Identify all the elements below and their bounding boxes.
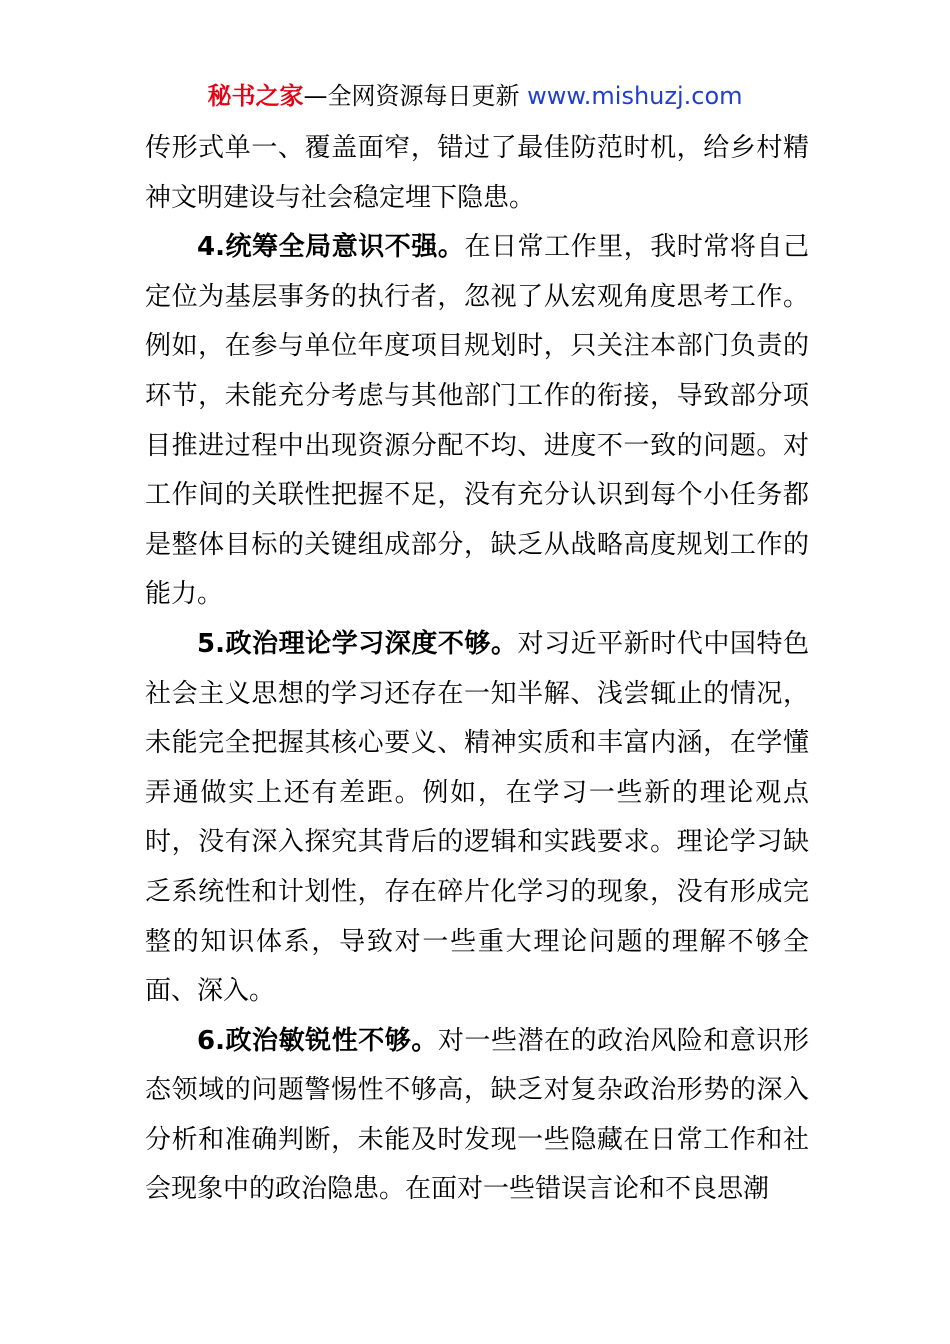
paragraph-text: 对习近平新时代中国特色社会主义思想的学习还存在一知半解、浅尝辄止的情况，未能完全把握其核心要义、精神实质和丰富内涵，在学懂弄通做实上还有差距。例如，在学习一些新的理论观点时，没有深入探究其背后的逻辑和实践要求。理论学习缺乏系统性和计划性，存在碎片化学习的现象，没有形成完整的知识体系，导致对一些重大理论问题的理解不够全面、深入。 <box>145 628 809 1007</box>
site-header <box>0 80 950 112</box>
paragraph-item-5 <box>145 620 809 1017</box>
site-url-link[interactable]: www.mishuzj.com <box>527 82 743 110</box>
paragraph-text: 对一些潜在的政治风险和意识形态领域的问题警惕性不够高，缺乏对复杂政治形势的深入分析和准确判断，未能及时发现一些隐藏在日常工作和社会现象中的政治隐患。在面对一些错误言论和不良思潮 <box>145 1025 809 1205</box>
paragraph-item-6 <box>145 1017 809 1215</box>
site-brand: 秘书之家 <box>207 82 304 110</box>
paragraph-heading: 6.政治敏锐性不够。 <box>197 1025 438 1056</box>
paragraph-heading: 4.统筹全局意识不强。 <box>197 232 465 263</box>
document-body <box>145 124 809 1215</box>
paragraph-item-4 <box>145 223 809 620</box>
paragraph-heading: 5.政治理论学习深度不够。 <box>197 628 518 659</box>
paragraph-text: 在日常工作里，我时常将自己定位为基层事务的执行者，忽视了从宏观角度思考工作。例如，在参与单位年度项目规划时，只关注本部门负责的环节，未能充分考虑与其他部门工作的衔接，导致部分项目推进过程中出现资源分配不均、进度不一致的问题。对工作间的关联性把握不足，没有充分认识到每个小任务都是整体目标的关键组成部分，缺乏从战略高度规划工作的能力。 <box>145 232 809 610</box>
site-tagline: —全网资源每日更新 <box>303 82 520 110</box>
paragraph-continued <box>145 124 809 223</box>
paragraph-text: 传形式单一、覆盖面窄，错过了最佳防范时机，给乡村精神文明建设与社会稳定埋下隐患。 <box>145 133 809 213</box>
